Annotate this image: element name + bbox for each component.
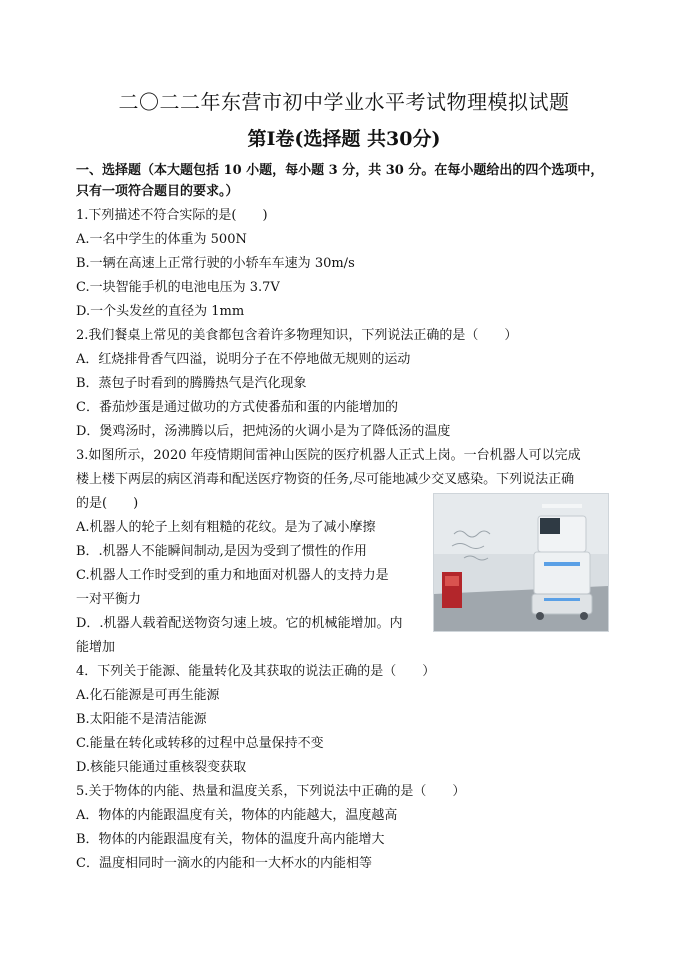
question-4-option-c: C.能量在转化或转移的过程中总量保持不变 — [76, 736, 324, 751]
question-3-option-c: C.机器人工作时受到的重力和地面对机器人的支持力是 — [76, 568, 389, 583]
robot-photo-illustration — [434, 494, 608, 631]
question-3-stem-line1: 3.如图所示，2020 年疫情期间雷神山医院的医疗机器人正式上岗。一台机器人可以完成 — [76, 448, 581, 463]
question-4-option-a: A.化石能源是可再生能源 — [76, 688, 220, 703]
section-title: 第Ⅰ卷(选择题 共30分) — [247, 128, 441, 150]
question-3-option-d-cont: 能增加 — [76, 640, 116, 655]
question-5-option-b: B．物体的内能跟温度有关，物体的温度升高内能增大 — [76, 832, 385, 847]
question-2-option-d: D．煲鸡汤时，汤沸腾以后，把炖汤的火调小是为了降低汤的温度 — [76, 424, 451, 439]
question-1-stem: 1.下列描述不符合实际的是( ) — [76, 208, 268, 223]
question-4-option-d: D.核能只能通过重核裂变获取 — [76, 760, 247, 775]
question-3-stem-line3: 的是( ) — [76, 496, 139, 511]
question-5-stem: 5.关于物体的内能、热量和温度关系，下列说法中正确的是（ ） — [76, 784, 466, 799]
question-5-option-a: A．物体的内能跟温度有关，物体的内能越大，温度越高 — [76, 808, 398, 823]
question-3-option-d: D．.机器人载着配送物资匀速上坡。它的机械能增加。内 — [76, 616, 403, 631]
question-1-option-a: A.一名中学生的体重为 500N — [76, 232, 247, 247]
robot-photo — [433, 493, 609, 632]
question-1-option-d: D.一个头发丝的直径为 1mm — [76, 304, 245, 319]
question-4-stem: 4．下列关于能源、能量转化及其获取的说法正确的是（ ） — [76, 664, 436, 679]
page-title: 二〇二二年东营市初中学业水平考试物理模拟试题 — [118, 90, 570, 114]
question-1-option-c: C.一块智能手机的电池电压为 3.7V — [76, 280, 280, 295]
question-1-option-b: B.一辆在高速上正常行驶的小轿车车速为 30m/s — [76, 256, 355, 271]
question-2-option-a: A．红烧排骨香气四溢，说明分子在不停地做无规则的运动 — [76, 352, 411, 367]
question-5-option-c: C．温度相同时一滴水的内能和一大杯水的内能相等 — [76, 856, 372, 871]
question-4-option-b: B.太阳能不是清洁能源 — [76, 712, 207, 727]
question-2-option-b: B．蒸包子时看到的腾腾热气是汽化现象 — [76, 376, 307, 391]
section-heading-line2: 只有一项符合题目的要求。） — [76, 184, 239, 199]
question-2-stem: 2.我们餐桌上常见的美食都包含着许多物理知识，下列说法正确的是（ ） — [76, 328, 518, 343]
question-3-option-a: A.机器人的轮子上刻有粗糙的花纹。是为了减小摩擦 — [76, 520, 376, 535]
question-2-option-c: C．番茄炒蛋是通过做功的方式使番茄和蛋的内能增加的 — [76, 400, 398, 415]
question-3-option-c-cont: 一对平衡力 — [76, 592, 142, 607]
question-3-option-b: B．.机器人不能瞬间制动,是因为受到了惯性的作用 — [76, 544, 367, 559]
question-3-stem-line2: 楼上楼下两层的病区消毒和配送医疗物资的任务,尽可能地减少交叉感染。下列说法正确 — [76, 472, 575, 487]
section-heading-line1: 一、选择题（本大题包括 10 小题，每小题 3 分，共 30 分。在每小题给出的四个选项中， — [76, 163, 604, 178]
